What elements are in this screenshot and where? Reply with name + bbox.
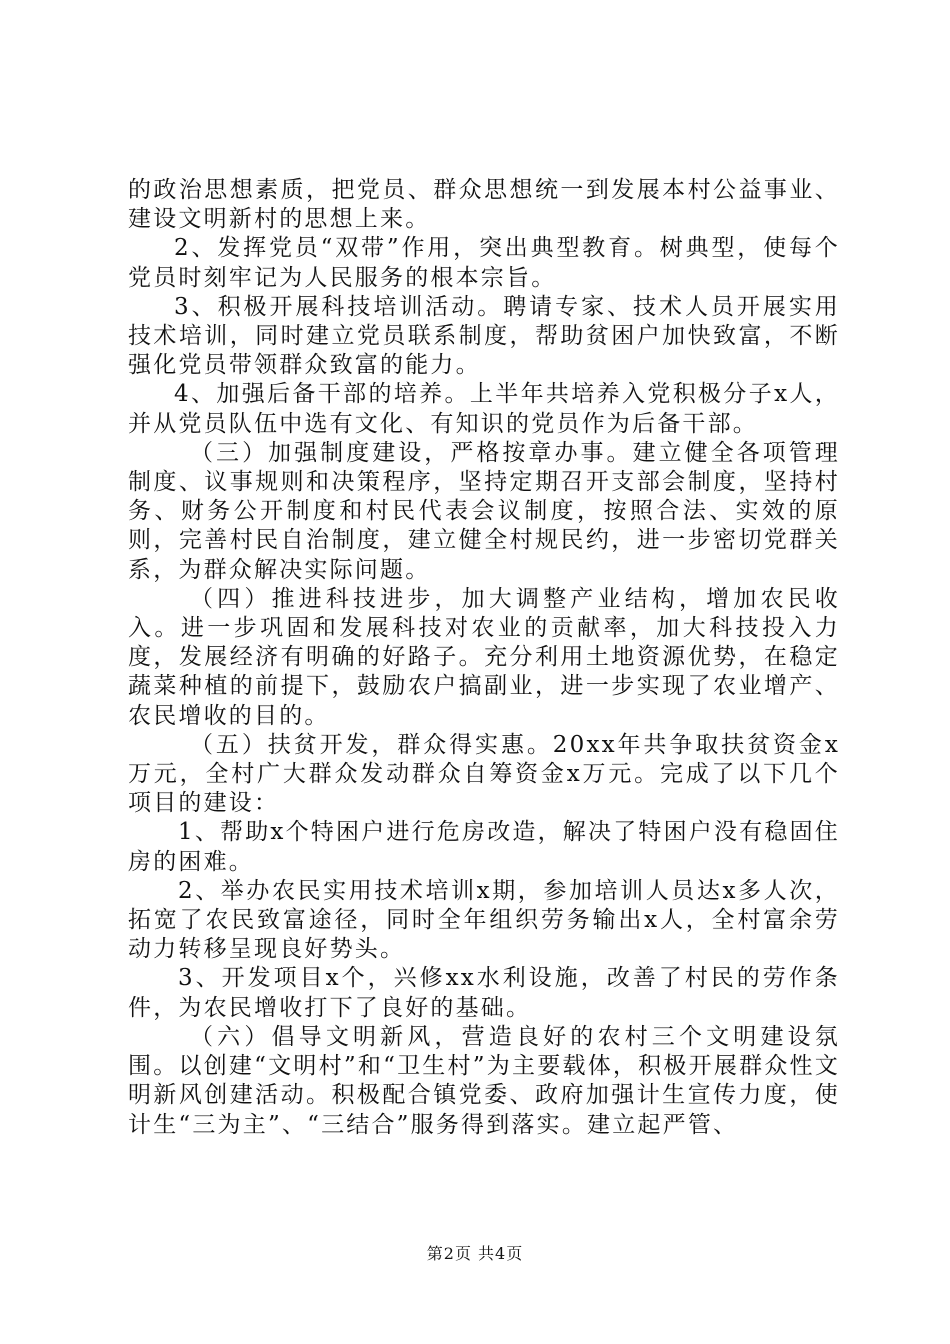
document-body — [128, 176, 840, 1140]
paragraph-section-4-tech-progress: （四）推进科技进步，加大调整产业结构，增加农民收入。进一步巩固和发展科技对农业的贡献率，加大科技投入力度，发展经济有明确的好路子。充分利用土地资源优势，在稳定蔬菜种植的前提下，鼓励农户搞副业，进一步实现了农业增产、农民增收的目的。 — [128, 585, 840, 729]
paragraph-political-quality: 的政治思想素质，把党员、群众思想统一到发展本村公益事业、建设文明新村的思想上来。 — [128, 177, 840, 233]
paragraph-section-5-poverty-alleviation: （五）扶贫开发，群众得实惠。20xx年共争取扶贫资金x万元，全村广大群众发动群众自筹资金x万元。完成了以下几个项目的建设： — [128, 731, 840, 817]
paragraph-item-2-double-lead: 2、发挥党员“双带”作用，突出典型教育。树典型，使每个党员时刻牢记为人民服务的根本宗旨。 — [128, 235, 840, 291]
paragraph-item-3-tech-training: 3、积极开展科技培训活动。聘请专家、技术人员开展实用技术培训，同时建立党员联系制度，帮助贫困户加快致富，不断强化党员带领群众致富的能力。 — [128, 293, 840, 379]
paragraph-section-6-civilization: （六）倡导文明新风，营造良好的农村三个文明建设氛围。以创建“文明村”和“卫生村”为主要载体，积极开展群众性文明新风创建活动。积极配合镇党委、政府加强计生宣传力度，使计生“三为主”、“三结合”服务得到落实。建立起严管、 — [128, 1023, 840, 1138]
page-footer: 第2页 共4页 — [426, 1244, 524, 1263]
paragraph-project-3-water: 3、开发项目x个，兴修xx水利设施，改善了村民的劳作条件，为农民增收打下了良好的基础。 — [128, 965, 840, 1021]
paragraph-project-2-training: 2、举办农民实用技术培训x期，参加培训人员达x多人次，拓宽了农民致富途径，同时全年组织劳务输出x人，全村富余劳动力转移呈现良好势头。 — [128, 877, 840, 963]
paragraph-item-4-reserve-cadres: 4、加强后备干部的培养。上半年共培养入党积极分子x人，并从党员队伍中选有文化、有知识的党员作为后备干部。 — [128, 381, 840, 437]
paragraph-section-3-system-building: （三）加强制度建设，严格按章办事。建立健全各项管理制度、议事规则和决策程序，坚持定期召开支部会制度，坚持村务、财务公开制度和村民代表会议制度，按照合法、实效的原则，完善村民自治制度，建立健全村规民约，进一步密切党群关系，为群众解决实际问题。 — [128, 439, 840, 583]
paragraph-project-1-housing: 1、帮助x个特困户进行危房改造，解决了特困户没有稳固住房的困难。 — [128, 819, 841, 875]
